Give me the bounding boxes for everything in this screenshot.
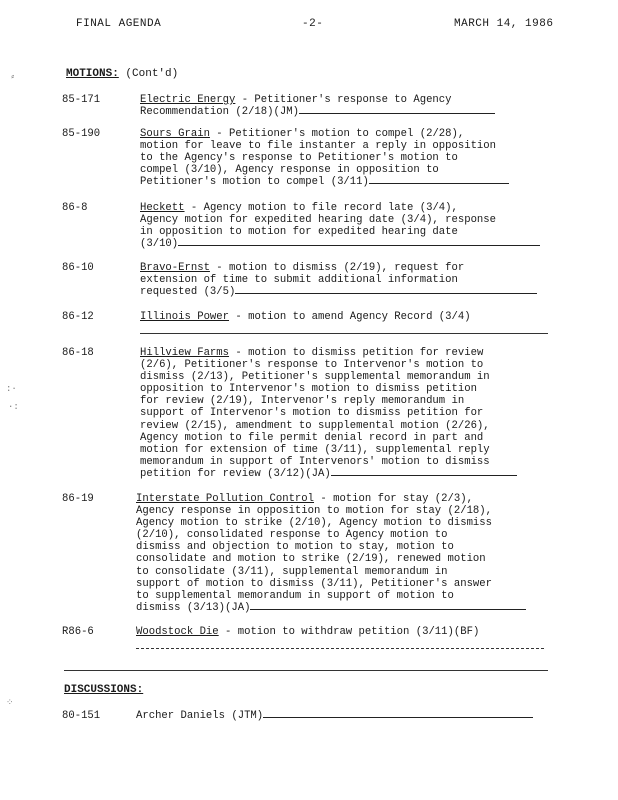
fill-line <box>140 333 548 334</box>
docket-number: 86-18 <box>62 347 94 359</box>
entry-line: Agency motion to file permit denial record in part and <box>140 431 484 444</box>
agenda-entry <box>62 493 562 617</box>
entry-text <box>140 311 550 323</box>
scan-mark: :· <box>6 384 17 394</box>
entry-line: Archer Daniels (JTM) <box>136 710 264 722</box>
party-name: Bravo-Ernst <box>140 262 210 274</box>
agenda-entry <box>62 262 562 302</box>
entry-line: to supplemental memorandum in support of motion to <box>136 589 454 602</box>
agenda-entry <box>62 128 562 192</box>
entry-line: (3/10) <box>140 238 179 251</box>
entry-line: review (2/15), amendment to supplemental motion (2/26), <box>140 419 490 432</box>
entry-line: motion for extension of time (3/11), supplemental reply <box>140 443 490 456</box>
fill-line <box>369 182 509 184</box>
docket-number: 85-190 <box>62 128 101 140</box>
entry-line: Agency motion to strike (2/10), Agency motion to dismiss <box>136 517 493 530</box>
party-name: Hillview Farms <box>140 347 230 359</box>
motions-section-title <box>66 68 178 80</box>
header-title: FINAL AGENDA <box>76 18 162 30</box>
page-number: -2- <box>302 18 324 30</box>
entry-line: - Petitioner's motion to compel (2/28), <box>209 128 465 140</box>
party-name: Illinois Power <box>140 311 230 323</box>
party-name: Electric Energy <box>140 94 236 106</box>
fill-line <box>263 716 533 718</box>
entry-line: motion for leave to file instanter a reply in opposition <box>140 140 497 153</box>
entry-line: memorandum in support of Intervenors' motion to dismiss <box>140 455 490 468</box>
docket-number: R86-6 <box>62 626 94 638</box>
entry-line: in opposition to motion for expedited hearing date <box>140 226 458 239</box>
fill-line <box>235 292 537 294</box>
entry-line: dismiss (2/13), Petitioner's supplemental memorandum in <box>140 371 490 384</box>
docket-number: 80-151 <box>62 710 101 722</box>
entry-line: - Agency motion to file record late (3/4), <box>184 202 458 214</box>
discussions-title: DISCUSSIONS: <box>64 684 144 696</box>
entry-line: for review (2/19), Intervenor's reply memorandum in <box>140 395 465 408</box>
entry-text <box>136 493 546 614</box>
entry-line: - Petitioner's response to Agency <box>235 94 452 106</box>
entry-line: - motion to dismiss (2/19), request for <box>209 262 465 274</box>
entry-line: dismiss (3/13)(JA) <box>136 601 251 614</box>
fill-line <box>331 474 517 476</box>
entry-line: Agency motion for expedited hearing date (3/4), response <box>140 214 497 227</box>
entry-line: to the Agency's response to Petitioner's motion to <box>140 152 458 165</box>
docket-number: 85-171 <box>62 94 101 106</box>
header-date: MARCH 14, 1986 <box>454 18 554 30</box>
motions-title-cont: (Cont'd) <box>118 68 179 80</box>
party-name: Woodstock Die <box>136 626 219 638</box>
motions-title: MOTIONS: <box>66 68 119 80</box>
entry-line: opposition to Intervenor's motion to dismiss petition <box>140 383 477 396</box>
entry-text <box>140 128 550 188</box>
party-name: Heckett <box>140 202 185 214</box>
entry-text <box>136 710 546 722</box>
scan-mark: ·: <box>8 402 19 412</box>
entry-text <box>140 202 550 250</box>
entry-line: extension of time to submit additional information <box>140 274 458 287</box>
entry-line: Recommendation (2/18)(JM) <box>140 106 299 119</box>
entry-line: compel (3/10), Agency response in opposition to <box>140 164 439 177</box>
entry-text <box>140 262 550 298</box>
party-name: Sours Grain <box>140 128 210 140</box>
entry-line: consolidate and motion to strike (2/19), renewed motion <box>136 553 486 566</box>
discussions-section-title <box>64 684 143 696</box>
agenda-entry <box>62 626 562 656</box>
fill-line <box>136 648 544 649</box>
entry-line: support of Intervenor's motion to dismiss petition for <box>140 407 484 420</box>
fill-line <box>250 608 526 610</box>
entry-line: - motion for stay (2/3), <box>314 493 473 505</box>
agenda-entry <box>62 202 562 254</box>
entry-line: petition for review (3/12)(JA) <box>140 467 331 480</box>
entry-text <box>140 347 550 480</box>
agenda-entry <box>62 347 562 483</box>
docket-number: 86-10 <box>62 262 94 274</box>
entry-line: support of motion to dismiss (3/11), Petitioner's answer <box>136 577 493 590</box>
docket-number: 86-19 <box>62 493 94 505</box>
entry-line: to consolidate (3/11), supplemental memorandum in <box>136 565 448 578</box>
fill-line <box>178 244 540 246</box>
fill-line <box>299 112 495 114</box>
entry-line: - motion to withdraw petition (3/11)(BF) <box>218 626 480 638</box>
party-name: Interstate Pollution Control <box>136 493 315 505</box>
entry-line: (2/6), Petitioner's response to Intervenor's motion to <box>140 359 484 372</box>
entry-text <box>136 626 546 638</box>
agenda-entry <box>62 311 562 339</box>
agenda-entry <box>62 94 562 124</box>
entry-line: - motion to amend Agency Record (3/4) <box>229 311 471 323</box>
docket-number: 86-12 <box>62 311 94 323</box>
entry-line: - motion to dismiss petition for review <box>229 347 484 359</box>
section-divider <box>64 670 548 671</box>
entry-line: (2/10), consolidated response to Agency motion to <box>136 529 448 542</box>
entry-line: Agency response in opposition to motion for stay (2/18), <box>136 505 493 518</box>
entry-line: Petitioner's motion to compel (3/11) <box>140 176 369 189</box>
docket-number: 86-8 <box>62 202 88 214</box>
entry-line: dismiss and objection to motion to stay, motion to <box>136 541 454 554</box>
entry-text <box>140 94 550 118</box>
scan-mark: ⸗ <box>10 72 16 82</box>
scan-mark: ⁘ <box>6 698 14 708</box>
entry-line: requested (3/5) <box>140 286 236 299</box>
agenda-entry <box>62 710 562 730</box>
